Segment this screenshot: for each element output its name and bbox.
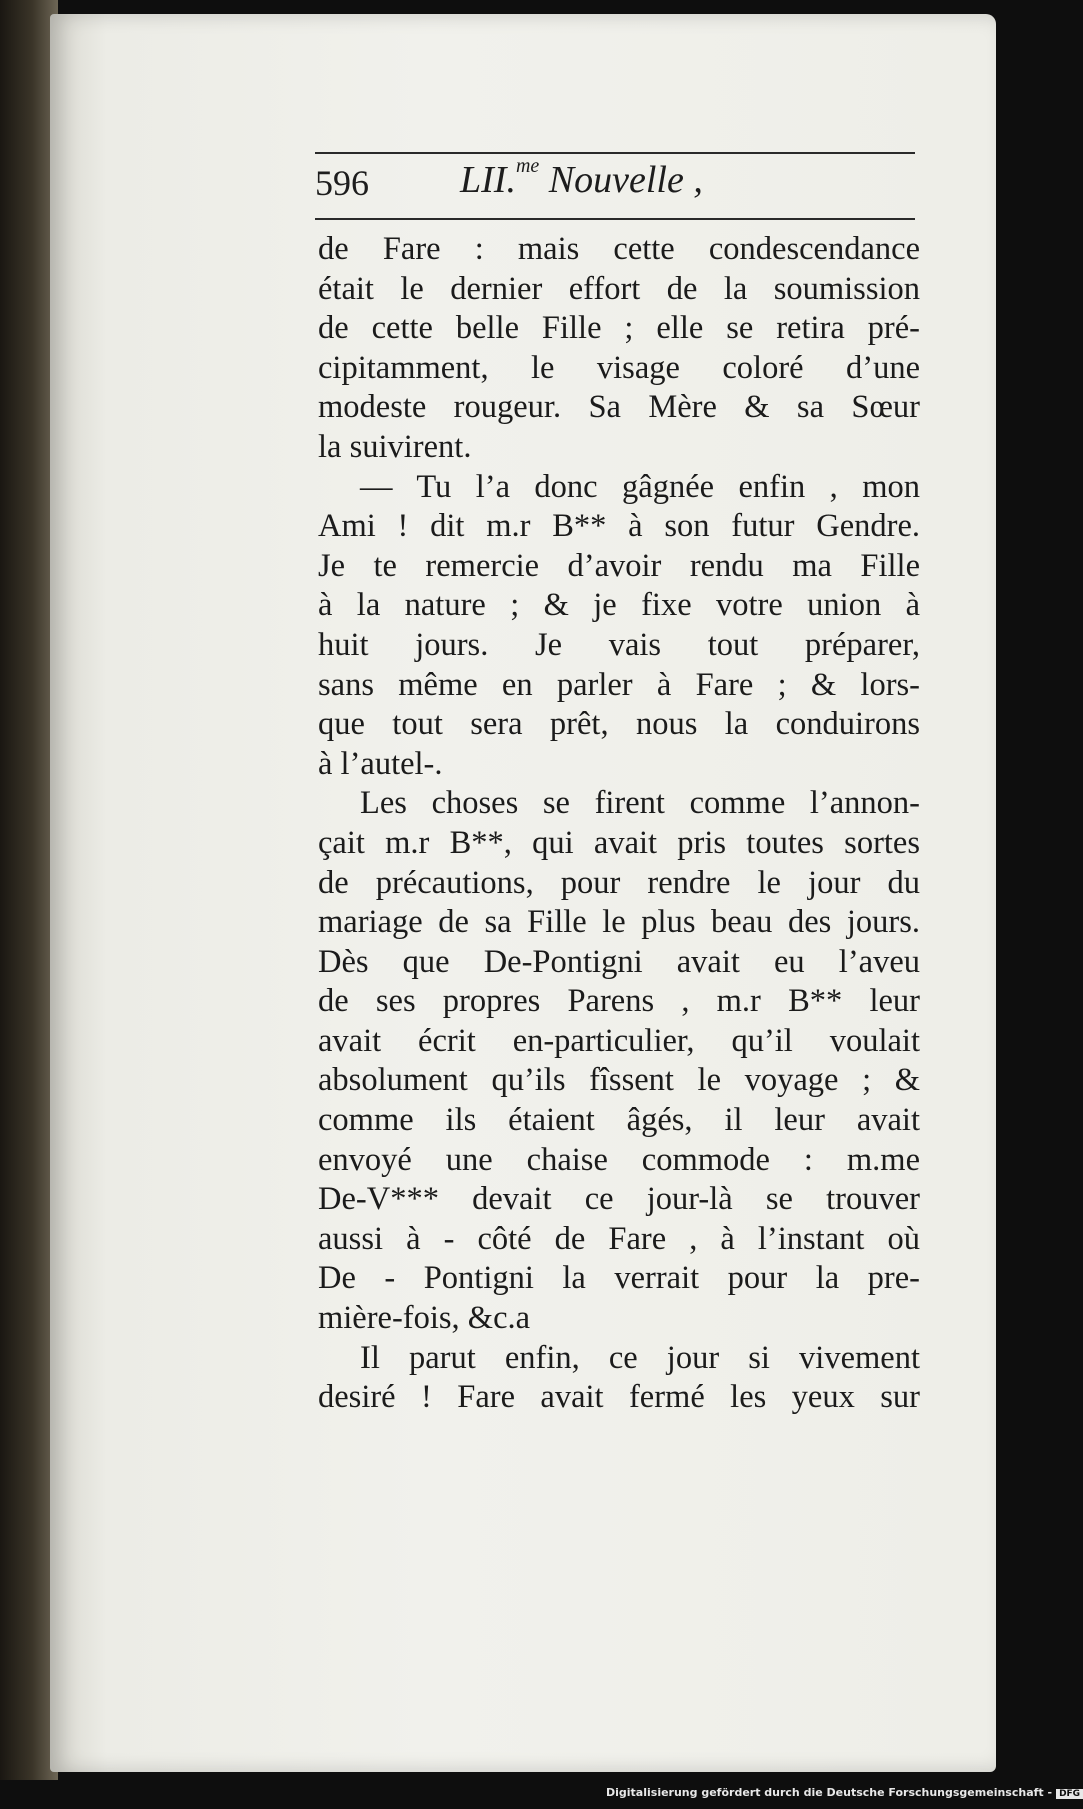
text-line: desiré ! Fare avait fermé les yeux sur bbox=[318, 1379, 920, 1416]
text-line: de Fare : mais cette condescendance bbox=[318, 231, 920, 267]
text-line: mière-fois, &c.a bbox=[318, 1300, 531, 1337]
text-line: Je te remercie d’avoir rendu ma Fille bbox=[318, 547, 920, 584]
text-line: Ami ! dit m.r B** à son futur Gendre. bbox=[318, 508, 920, 545]
header-rule-top bbox=[315, 152, 915, 154]
text-line: cipitamment, le visage coloré d’une bbox=[318, 349, 920, 386]
text-line: que tout sera prêt, nous la conduirons bbox=[318, 706, 920, 743]
text-line: mariage de sa Fille le plus beau des jours. bbox=[318, 904, 920, 941]
text-line: huit jours. Je vais tout préparer, bbox=[318, 626, 920, 663]
body-text bbox=[318, 230, 920, 1418]
digitization-credit: Digitalisierung gefördert durch die Deutsche Forschungsgemeinschaft - DFG bbox=[606, 1786, 1083, 1799]
text-line: de cette belle Fille ; elle se retira pré- bbox=[318, 310, 920, 347]
running-title: LII.$^{me}$ Nouvelle , bbox=[460, 155, 703, 201]
text-line: de précautions, pour rendre le jour du bbox=[318, 864, 920, 901]
text-line: Il parut enfin, ce jour si vivement bbox=[360, 1339, 920, 1376]
text-line: De - Pontigni la verrait pour la pre- bbox=[318, 1260, 920, 1297]
text-line: absolument qu’ils fîssent le voyage ; & bbox=[318, 1062, 920, 1099]
page-header bbox=[315, 155, 920, 216]
text-line: Dès que De-Pontigni avait eu l’aveu bbox=[318, 943, 920, 980]
text-line: avait écrit en-particulier, qu’il voulait bbox=[318, 1022, 920, 1059]
text-line: — Tu l’a donc gâgnée enfin , mon bbox=[360, 468, 920, 505]
text-line: de ses propres Parens , m.r B** leur bbox=[318, 983, 920, 1020]
text-line: aussi à - côté de Fare , à l’instant où bbox=[318, 1220, 920, 1257]
text-line: De-V*** devait ce jour-là se trouver bbox=[318, 1181, 920, 1218]
text-line: était le dernier effort de la soumission bbox=[318, 270, 920, 307]
text-line: comme ils étaient âgés, il leur avait bbox=[318, 1102, 920, 1139]
text-line: à l’autel-. bbox=[318, 745, 443, 782]
header-rule-bottom bbox=[315, 218, 915, 220]
text-line: Les choses se firent comme l’annon- bbox=[360, 785, 920, 822]
text-line: la suivirent. bbox=[318, 428, 472, 465]
dfg-logo: DFG bbox=[1056, 1789, 1083, 1799]
text-line: modeste rougeur. Sa Mère & sa Sœur bbox=[318, 389, 920, 426]
text-line: envoyé une chaise commode : m.me bbox=[318, 1141, 920, 1178]
text-line: sans même en parler à Fare ; & lors- bbox=[318, 666, 920, 703]
text-line: à la nature ; & je fixe votre union à bbox=[318, 587, 920, 624]
page-number: 596 bbox=[315, 163, 369, 203]
text-line: çait m.r B**, qui avait pris toutes sortes bbox=[318, 824, 920, 861]
